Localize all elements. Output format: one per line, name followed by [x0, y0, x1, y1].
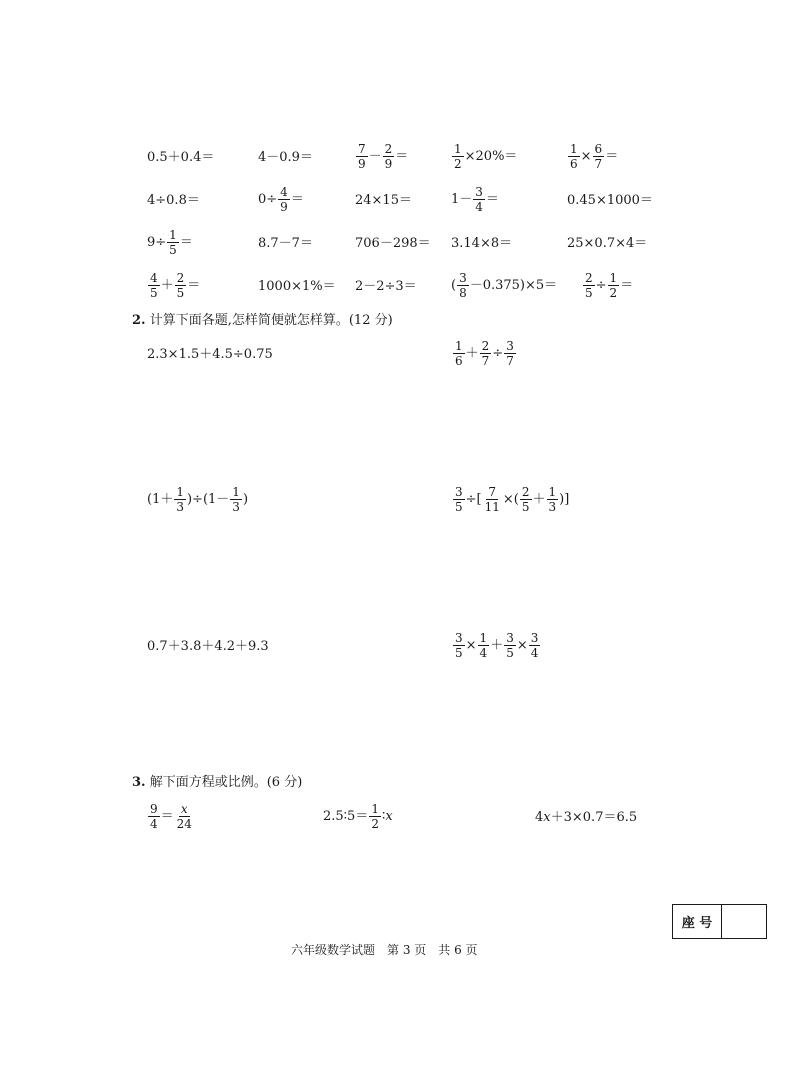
problem-2-2: $\frac{1}{6}$ ＋ $\frac{2}{7}$ ÷ $\frac{3}{7}$ — [455, 339, 514, 368]
oral-r3-c: 706－298＝ — [355, 236, 431, 251]
oral-r4-c: 2－2÷3＝ — [355, 279, 417, 294]
oral-r1-e: $\frac{1}{6}$ × $\frac{6}{7}$ ＝ — [570, 142, 619, 171]
section3-heading: 3. 解下面方程或比例。(6 分) — [132, 775, 303, 790]
problem-2-1: 2.3×1.5＋4.5÷0.75 — [147, 347, 273, 362]
oral-r3-e: 25×0.7×4＝ — [567, 236, 648, 251]
problem-2-3: (1＋ $\frac{1}{3}$ )÷(1－ $\frac{1}{3}$ ) — [147, 485, 249, 514]
page-footer: 六年级数学试题 第 3 页 共 6 页 — [291, 943, 478, 957]
problem-2-4: $\frac{3}{5}$ ÷[ $\frac{7}{11}$ ×( $\frac{2}{5}$ ＋ $\frac{1}{3}$ )] — [455, 485, 570, 514]
equation-3-2: 2.5∶5＝ $\frac{1}{2}$ ∶x — [323, 802, 393, 831]
seat-number-field[interactable] — [722, 905, 766, 938]
seat-number-box — [672, 904, 767, 939]
oral-r1-a: 0.5＋0.4＝ — [147, 150, 215, 165]
oral-r3-b: 8.7－7＝ — [258, 236, 313, 251]
problem-2-6: $\frac{3}{5}$ × $\frac{1}{4}$ ＋ $\frac{3}{5}$ × $\frac{3}{4}$ — [455, 631, 539, 660]
oral-r2-d: 1－ $\frac{3}{4}$ ＝ — [451, 185, 499, 214]
oral-r3-a: 9÷ $\frac{1}{5}$ ＝ — [147, 228, 193, 257]
section2-heading: 2. 计算下面各题,怎样简便就怎样算。(12 分) — [132, 313, 393, 328]
oral-r4-b: 1000×1%＝ — [258, 279, 336, 294]
oral-r1-c: $\frac{7}{9}$ － $\frac{2}{9}$ ＝ — [358, 142, 409, 171]
oral-r1-b: 4－0.9＝ — [258, 150, 313, 165]
oral-r2-e: 0.45×1000＝ — [567, 193, 653, 208]
seat-number-label: 座 号 — [673, 905, 722, 938]
equation-3-1: $\frac{9}{4}$ ＝ $\frac{x}{24}$ — [150, 802, 192, 831]
oral-r2-c: 24×15＝ — [355, 193, 412, 208]
problem-2-5: 0.7＋3.8＋4.2＋9.3 — [147, 639, 269, 654]
oral-r2-a: 4÷0.8＝ — [147, 193, 200, 208]
oral-r1-d: $\frac{1}{2}$ ×20%＝ — [454, 142, 518, 171]
oral-r2-b: 0÷ $\frac{4}{9}$ ＝ — [258, 185, 304, 214]
oral-r4-a: $\frac{4}{5}$ ＋ $\frac{2}{5}$ ＝ — [150, 271, 201, 300]
oral-r4-d: ( $\frac{3}{8}$ －0.375)×5＝ — [451, 271, 558, 300]
oral-r4-e: $\frac{2}{5}$ ÷ $\frac{1}{2}$ ＝ — [585, 271, 634, 300]
equation-3-3: 4x＋3×0.7＝6.5 — [535, 810, 638, 825]
oral-r3-d: 3.14×8＝ — [451, 236, 513, 251]
